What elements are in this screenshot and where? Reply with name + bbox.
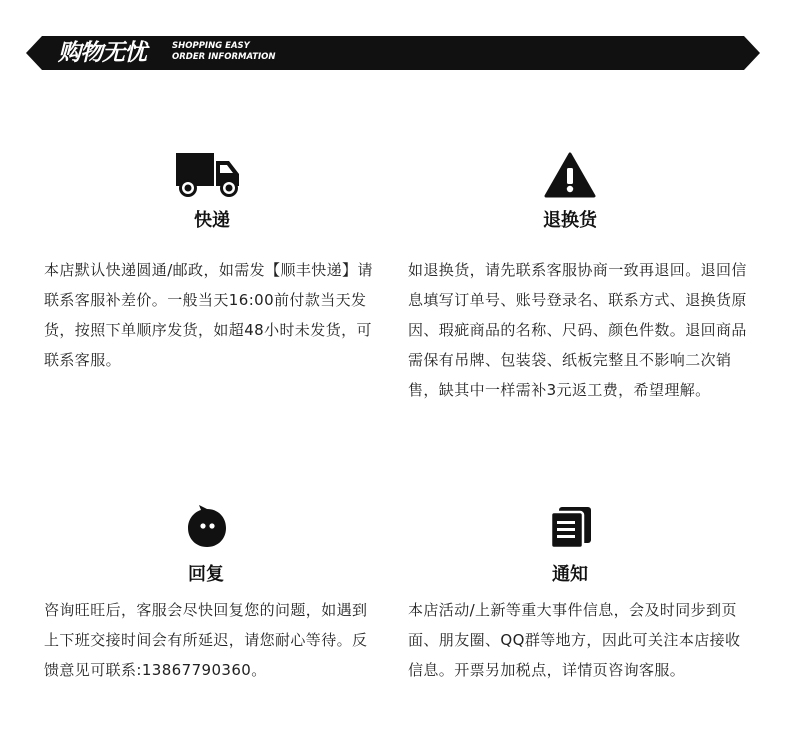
document-icon bbox=[549, 505, 593, 549]
section-title: 回复 bbox=[188, 564, 224, 585]
banner-subtitle-line2: ORDER INFORMATION bbox=[172, 52, 276, 62]
banner-subtitle-line1: SHOPPING EASY bbox=[172, 41, 250, 51]
section-text: 本店默认快递圆通/邮政，如需发【顺丰快递】请联系客服补差价。一般当天16:00前付款当天发货，按照下单顺序发货，如超48小时未发货，可联系客服。 bbox=[44, 261, 373, 369]
section-text: 咨询旺旺后，客服会尽快回复您的问题，如遇到上下班交接时间会有所延迟，请您耐心等待。反馈意见可联系:13867790360。 bbox=[44, 601, 368, 679]
section-title: 退换货 bbox=[543, 210, 597, 231]
section-notice bbox=[408, 0, 748, 737]
banner-title: 购物无忧 bbox=[58, 40, 146, 66]
section-text: 如退换货，请先联系客服协商一致再退回。退回信息填写订单号、账号登录名、联系方式、退换货原因、瑕疵商品的名称、尺码、颜色件数。退回商品需保有吊牌、包装袋、纸板完整且不影响二次销售，缺其中一样需补3元返工费，希望理解。 bbox=[408, 261, 747, 399]
section-title: 通知 bbox=[552, 564, 588, 585]
section-reply bbox=[44, 0, 384, 737]
section-text: 本店活动/上新等重大事件信息，会及时同步到页面、朋友圈、QQ群等地方，因此可关注本店接收信息。开票另加税点，详情页咨询客服。 bbox=[408, 601, 741, 679]
section-title: 快递 bbox=[194, 210, 230, 231]
chat-bubble-icon bbox=[185, 505, 229, 549]
